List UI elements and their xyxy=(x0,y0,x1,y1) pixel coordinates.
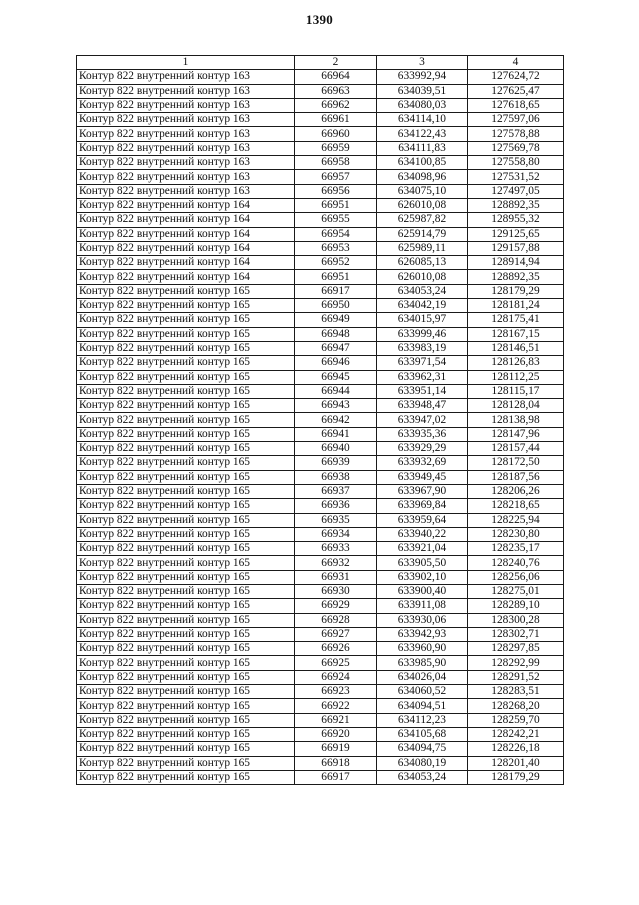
contour-name-cell: Контур 822 внутренний контур 163 xyxy=(77,98,295,112)
y-coordinate-cell: 128914,94 xyxy=(468,256,564,270)
y-coordinate-cell: 128201,40 xyxy=(468,756,564,770)
x-coordinate-cell: 634114,10 xyxy=(377,113,468,127)
x-coordinate-cell: 625989,11 xyxy=(377,241,468,255)
point-number-cell: 66920 xyxy=(295,727,377,741)
y-coordinate-cell: 128225,94 xyxy=(468,513,564,527)
header-col-4: 4 xyxy=(468,56,564,70)
table-row xyxy=(77,127,564,141)
table-row xyxy=(77,299,564,313)
x-coordinate-cell: 634053,24 xyxy=(377,284,468,298)
point-number-cell: 66952 xyxy=(295,256,377,270)
contour-name-cell: Контур 822 внутренний контур 165 xyxy=(77,570,295,584)
contour-name-cell: Контур 822 внутренний контур 163 xyxy=(77,70,295,84)
point-number-cell: 66950 xyxy=(295,299,377,313)
x-coordinate-cell: 633969,84 xyxy=(377,499,468,513)
y-coordinate-cell: 128230,80 xyxy=(468,527,564,541)
point-number-cell: 66933 xyxy=(295,542,377,556)
x-coordinate-cell: 633921,04 xyxy=(377,542,468,556)
y-coordinate-cell: 127497,05 xyxy=(468,184,564,198)
y-coordinate-cell: 129157,88 xyxy=(468,241,564,255)
x-coordinate-cell: 633930,06 xyxy=(377,613,468,627)
y-coordinate-cell: 128268,20 xyxy=(468,699,564,713)
table-row xyxy=(77,584,564,598)
contour-name-cell: Контур 822 внутренний контур 165 xyxy=(77,470,295,484)
y-coordinate-cell: 127558,80 xyxy=(468,156,564,170)
x-coordinate-cell: 625987,82 xyxy=(377,213,468,227)
table-row xyxy=(77,542,564,556)
contour-name-cell: Контур 822 внутренний контур 164 xyxy=(77,270,295,284)
point-number-cell: 66940 xyxy=(295,442,377,456)
contour-name-cell: Контур 822 внутренний контур 165 xyxy=(77,670,295,684)
contour-name-cell: Контур 822 внутренний контур 165 xyxy=(77,556,295,570)
x-coordinate-cell: 633983,19 xyxy=(377,341,468,355)
x-coordinate-cell: 625914,79 xyxy=(377,227,468,241)
contour-name-cell: Контур 822 внутренний контур 165 xyxy=(77,484,295,498)
x-coordinate-cell: 634122,43 xyxy=(377,127,468,141)
point-number-cell: 66955 xyxy=(295,213,377,227)
y-coordinate-cell: 128955,32 xyxy=(468,213,564,227)
table-row xyxy=(77,442,564,456)
point-number-cell: 66946 xyxy=(295,356,377,370)
y-coordinate-cell: 128292,99 xyxy=(468,656,564,670)
contour-name-cell: Контур 822 внутренний контур 165 xyxy=(77,313,295,327)
x-coordinate-cell: 634039,51 xyxy=(377,84,468,98)
y-coordinate-cell: 128179,29 xyxy=(468,284,564,298)
point-number-cell: 66934 xyxy=(295,527,377,541)
contour-name-cell: Контур 822 внутренний контур 165 xyxy=(77,341,295,355)
point-number-cell: 66927 xyxy=(295,627,377,641)
table-row xyxy=(77,613,564,627)
contour-name-cell: Контур 822 внутренний контур 165 xyxy=(77,727,295,741)
x-coordinate-cell: 634080,19 xyxy=(377,756,468,770)
x-coordinate-cell: 633985,90 xyxy=(377,656,468,670)
y-coordinate-cell: 128302,71 xyxy=(468,627,564,641)
x-coordinate-cell: 633951,14 xyxy=(377,384,468,398)
table-header xyxy=(77,56,564,70)
table-row xyxy=(77,527,564,541)
contour-name-cell: Контур 822 внутренний контур 165 xyxy=(77,499,295,513)
point-number-cell: 66947 xyxy=(295,341,377,355)
point-number-cell: 66943 xyxy=(295,399,377,413)
contour-name-cell: Контур 822 внутренний контур 163 xyxy=(77,113,295,127)
point-number-cell: 66939 xyxy=(295,456,377,470)
point-number-cell: 66924 xyxy=(295,670,377,684)
x-coordinate-cell: 633992,94 xyxy=(377,70,468,84)
contour-name-cell: Контур 822 внутренний контур 165 xyxy=(77,527,295,541)
point-number-cell: 66962 xyxy=(295,98,377,112)
contour-name-cell: Контур 822 внутренний контур 165 xyxy=(77,456,295,470)
table-row xyxy=(77,699,564,713)
y-coordinate-cell: 127618,65 xyxy=(468,98,564,112)
x-coordinate-cell: 633905,50 xyxy=(377,556,468,570)
contour-name-cell: Контур 822 внутренний контур 165 xyxy=(77,685,295,699)
y-coordinate-cell: 128242,21 xyxy=(468,727,564,741)
contour-name-cell: Контур 822 внутренний контур 165 xyxy=(77,356,295,370)
point-number-cell: 66935 xyxy=(295,513,377,527)
point-number-cell: 66958 xyxy=(295,156,377,170)
x-coordinate-cell: 633911,08 xyxy=(377,599,468,613)
table-row xyxy=(77,284,564,298)
contour-name-cell: Контур 822 внутренний контур 165 xyxy=(77,327,295,341)
y-coordinate-cell: 127578,88 xyxy=(468,127,564,141)
point-number-cell: 66929 xyxy=(295,599,377,613)
contour-name-cell: Контур 822 внутренний контур 165 xyxy=(77,299,295,313)
point-number-cell: 66963 xyxy=(295,84,377,98)
table-row xyxy=(77,470,564,484)
y-coordinate-cell: 128147,96 xyxy=(468,427,564,441)
contour-name-cell: Контур 822 внутренний контур 165 xyxy=(77,513,295,527)
table-row xyxy=(77,499,564,513)
x-coordinate-cell: 633999,46 xyxy=(377,327,468,341)
point-number-cell: 66919 xyxy=(295,742,377,756)
header-col-2: 2 xyxy=(295,56,377,70)
point-number-cell: 66959 xyxy=(295,141,377,155)
y-coordinate-cell: 127624,72 xyxy=(468,70,564,84)
point-number-cell: 66938 xyxy=(295,470,377,484)
contour-name-cell: Контур 822 внутренний контур 165 xyxy=(77,442,295,456)
x-coordinate-cell: 633960,90 xyxy=(377,642,468,656)
x-coordinate-cell: 633948,47 xyxy=(377,399,468,413)
x-coordinate-cell: 633949,45 xyxy=(377,470,468,484)
y-coordinate-cell: 128187,56 xyxy=(468,470,564,484)
header-col-1: 1 xyxy=(77,56,295,70)
point-number-cell: 66953 xyxy=(295,241,377,255)
table-row xyxy=(77,456,564,470)
table-row xyxy=(77,84,564,98)
x-coordinate-cell: 634105,68 xyxy=(377,727,468,741)
table-row xyxy=(77,113,564,127)
table-row xyxy=(77,270,564,284)
x-coordinate-cell: 626085,13 xyxy=(377,256,468,270)
x-coordinate-cell: 634094,51 xyxy=(377,699,468,713)
contour-name-cell: Контур 822 внутренний контур 165 xyxy=(77,742,295,756)
point-number-cell: 66917 xyxy=(295,284,377,298)
table-row xyxy=(77,713,564,727)
page-number: 1390 xyxy=(305,12,334,27)
x-coordinate-cell: 633932,69 xyxy=(377,456,468,470)
table-row xyxy=(77,399,564,413)
x-coordinate-cell: 633947,02 xyxy=(377,413,468,427)
table-row xyxy=(77,656,564,670)
y-coordinate-cell: 128146,51 xyxy=(468,341,564,355)
contour-name-cell: Контур 822 внутренний контур 165 xyxy=(77,770,295,784)
y-coordinate-cell: 128283,51 xyxy=(468,685,564,699)
y-coordinate-cell: 128240,76 xyxy=(468,556,564,570)
x-coordinate-cell: 634080,03 xyxy=(377,98,468,112)
y-coordinate-cell: 128256,06 xyxy=(468,570,564,584)
contour-name-cell: Контур 822 внутренний контур 165 xyxy=(77,284,295,298)
table-row xyxy=(77,70,564,84)
contour-name-cell: Контур 822 внутренний контур 165 xyxy=(77,542,295,556)
contour-name-cell: Контур 822 внутренний контур 165 xyxy=(77,370,295,384)
table-row xyxy=(77,241,564,255)
table-row xyxy=(77,156,564,170)
x-coordinate-cell: 633929,29 xyxy=(377,442,468,456)
y-coordinate-cell: 128259,70 xyxy=(468,713,564,727)
y-coordinate-cell: 128167,15 xyxy=(468,327,564,341)
table-row xyxy=(77,413,564,427)
point-number-cell: 66951 xyxy=(295,270,377,284)
y-coordinate-cell: 128175,41 xyxy=(468,313,564,327)
x-coordinate-cell: 634060,52 xyxy=(377,685,468,699)
point-number-cell: 66926 xyxy=(295,642,377,656)
point-number-cell: 66951 xyxy=(295,198,377,212)
point-number-cell: 66961 xyxy=(295,113,377,127)
x-coordinate-cell: 634053,24 xyxy=(377,770,468,784)
point-number-cell: 66960 xyxy=(295,127,377,141)
table-body xyxy=(77,70,564,785)
x-coordinate-cell: 633902,10 xyxy=(377,570,468,584)
table-row xyxy=(77,370,564,384)
y-coordinate-cell: 127569,78 xyxy=(468,141,564,155)
y-coordinate-cell: 127597,06 xyxy=(468,113,564,127)
x-coordinate-cell: 634042,19 xyxy=(377,299,468,313)
point-number-cell: 66917 xyxy=(295,770,377,784)
y-coordinate-cell: 128138,98 xyxy=(468,413,564,427)
y-coordinate-cell: 128115,17 xyxy=(468,384,564,398)
x-coordinate-cell: 633971,54 xyxy=(377,356,468,370)
table-row xyxy=(77,599,564,613)
contour-name-cell: Контур 822 внутренний контур 163 xyxy=(77,184,295,198)
table-row xyxy=(77,356,564,370)
header-row xyxy=(77,56,564,70)
point-number-cell: 66957 xyxy=(295,170,377,184)
table-row xyxy=(77,513,564,527)
table-row xyxy=(77,313,564,327)
x-coordinate-cell: 633940,22 xyxy=(377,527,468,541)
y-coordinate-cell: 128206,26 xyxy=(468,484,564,498)
y-coordinate-cell: 128181,24 xyxy=(468,299,564,313)
table-row xyxy=(77,642,564,656)
x-coordinate-cell: 626010,08 xyxy=(377,198,468,212)
contour-name-cell: Контур 822 внутренний контур 165 xyxy=(77,413,295,427)
contour-name-cell: Контур 822 внутренний контур 165 xyxy=(77,613,295,627)
table-row xyxy=(77,213,564,227)
table-row xyxy=(77,227,564,241)
table-row xyxy=(77,341,564,355)
y-coordinate-cell: 128172,50 xyxy=(468,456,564,470)
point-number-cell: 66945 xyxy=(295,370,377,384)
table-row xyxy=(77,627,564,641)
x-coordinate-cell: 633942,93 xyxy=(377,627,468,641)
contour-name-cell: Контур 822 внутренний контур 165 xyxy=(77,699,295,713)
x-coordinate-cell: 634015,97 xyxy=(377,313,468,327)
contour-name-cell: Контур 822 внутренний контур 165 xyxy=(77,427,295,441)
contour-name-cell: Контур 822 внутренний контур 165 xyxy=(77,599,295,613)
y-coordinate-cell: 129125,65 xyxy=(468,227,564,241)
y-coordinate-cell: 128297,85 xyxy=(468,642,564,656)
x-coordinate-cell: 634075,10 xyxy=(377,184,468,198)
point-number-cell: 66921 xyxy=(295,713,377,727)
x-coordinate-cell: 633900,40 xyxy=(377,584,468,598)
y-coordinate-cell: 127625,47 xyxy=(468,84,564,98)
table-row xyxy=(77,184,564,198)
x-coordinate-cell: 633959,64 xyxy=(377,513,468,527)
x-coordinate-cell: 634098,96 xyxy=(377,170,468,184)
contour-name-cell: Контур 822 внутренний контур 163 xyxy=(77,141,295,155)
x-coordinate-cell: 633967,90 xyxy=(377,484,468,498)
header-col-3: 3 xyxy=(377,56,468,70)
x-coordinate-cell: 634112,23 xyxy=(377,713,468,727)
point-number-cell: 66918 xyxy=(295,756,377,770)
table-row xyxy=(77,756,564,770)
table-row xyxy=(77,570,564,584)
table-row xyxy=(77,256,564,270)
y-coordinate-cell: 128126,83 xyxy=(468,356,564,370)
y-coordinate-cell: 128289,10 xyxy=(468,599,564,613)
point-number-cell: 66925 xyxy=(295,656,377,670)
table-row xyxy=(77,770,564,784)
y-coordinate-cell: 128291,52 xyxy=(468,670,564,684)
y-coordinate-cell: 128300,28 xyxy=(468,613,564,627)
point-number-cell: 66948 xyxy=(295,327,377,341)
y-coordinate-cell: 128226,18 xyxy=(468,742,564,756)
contour-name-cell: Контур 822 внутренний контур 165 xyxy=(77,713,295,727)
contour-name-cell: Контур 822 внутренний контур 164 xyxy=(77,227,295,241)
y-coordinate-cell: 128892,35 xyxy=(468,270,564,284)
point-number-cell: 66941 xyxy=(295,427,377,441)
point-number-cell: 66937 xyxy=(295,484,377,498)
contour-name-cell: Контур 822 внутренний контур 163 xyxy=(77,84,295,98)
table-row xyxy=(77,198,564,212)
contour-name-cell: Контур 822 внутренний контур 164 xyxy=(77,241,295,255)
x-coordinate-cell: 634026,04 xyxy=(377,670,468,684)
contour-name-cell: Контур 822 внутренний контур 165 xyxy=(77,756,295,770)
y-coordinate-cell: 128892,35 xyxy=(468,198,564,212)
x-coordinate-cell: 633935,36 xyxy=(377,427,468,441)
table-row xyxy=(77,98,564,112)
point-number-cell: 66949 xyxy=(295,313,377,327)
y-coordinate-cell: 128157,44 xyxy=(468,442,564,456)
table-row xyxy=(77,170,564,184)
point-number-cell: 66944 xyxy=(295,384,377,398)
coordinates-table xyxy=(76,55,564,785)
table-row xyxy=(77,384,564,398)
table-row xyxy=(77,670,564,684)
contour-name-cell: Контур 822 внутренний контур 165 xyxy=(77,384,295,398)
point-number-cell: 66954 xyxy=(295,227,377,241)
x-coordinate-cell: 634111,83 xyxy=(377,141,468,155)
table-row xyxy=(77,685,564,699)
x-coordinate-cell: 634100,85 xyxy=(377,156,468,170)
y-coordinate-cell: 128179,29 xyxy=(468,770,564,784)
y-coordinate-cell: 127531,52 xyxy=(468,170,564,184)
x-coordinate-cell: 633962,31 xyxy=(377,370,468,384)
table-row xyxy=(77,427,564,441)
contour-name-cell: Контур 822 внутренний контур 165 xyxy=(77,627,295,641)
point-number-cell: 66930 xyxy=(295,584,377,598)
contour-name-cell: Контур 822 внутренний контур 164 xyxy=(77,213,295,227)
point-number-cell: 66922 xyxy=(295,699,377,713)
y-coordinate-cell: 128218,65 xyxy=(468,499,564,513)
y-coordinate-cell: 128275,01 xyxy=(468,584,564,598)
x-coordinate-cell: 634094,75 xyxy=(377,742,468,756)
contour-name-cell: Контур 822 внутренний контур 163 xyxy=(77,170,295,184)
x-coordinate-cell: 626010,08 xyxy=(377,270,468,284)
point-number-cell: 66942 xyxy=(295,413,377,427)
contour-name-cell: Контур 822 внутренний контур 163 xyxy=(77,127,295,141)
table-row xyxy=(77,727,564,741)
contour-name-cell: Контур 822 внутренний контур 165 xyxy=(77,584,295,598)
point-number-cell: 66936 xyxy=(295,499,377,513)
point-number-cell: 66928 xyxy=(295,613,377,627)
y-coordinate-cell: 128112,25 xyxy=(468,370,564,384)
contour-name-cell: Контур 822 внутренний контур 164 xyxy=(77,198,295,212)
table-row xyxy=(77,484,564,498)
contour-name-cell: Контур 822 внутренний контур 163 xyxy=(77,156,295,170)
contour-name-cell: Контур 822 внутренний контур 165 xyxy=(77,399,295,413)
point-number-cell: 66923 xyxy=(295,685,377,699)
contour-name-cell: Контур 822 внутренний контур 165 xyxy=(77,656,295,670)
point-number-cell: 66932 xyxy=(295,556,377,570)
y-coordinate-cell: 128128,04 xyxy=(468,399,564,413)
table-row xyxy=(77,742,564,756)
contour-name-cell: Контур 822 внутренний контур 165 xyxy=(77,642,295,656)
point-number-cell: 66931 xyxy=(295,570,377,584)
table-row xyxy=(77,556,564,570)
point-number-cell: 66964 xyxy=(295,70,377,84)
contour-name-cell: Контур 822 внутренний контур 164 xyxy=(77,256,295,270)
table-row xyxy=(77,141,564,155)
point-number-cell: 66956 xyxy=(295,184,377,198)
y-coordinate-cell: 128235,17 xyxy=(468,542,564,556)
table-row xyxy=(77,327,564,341)
